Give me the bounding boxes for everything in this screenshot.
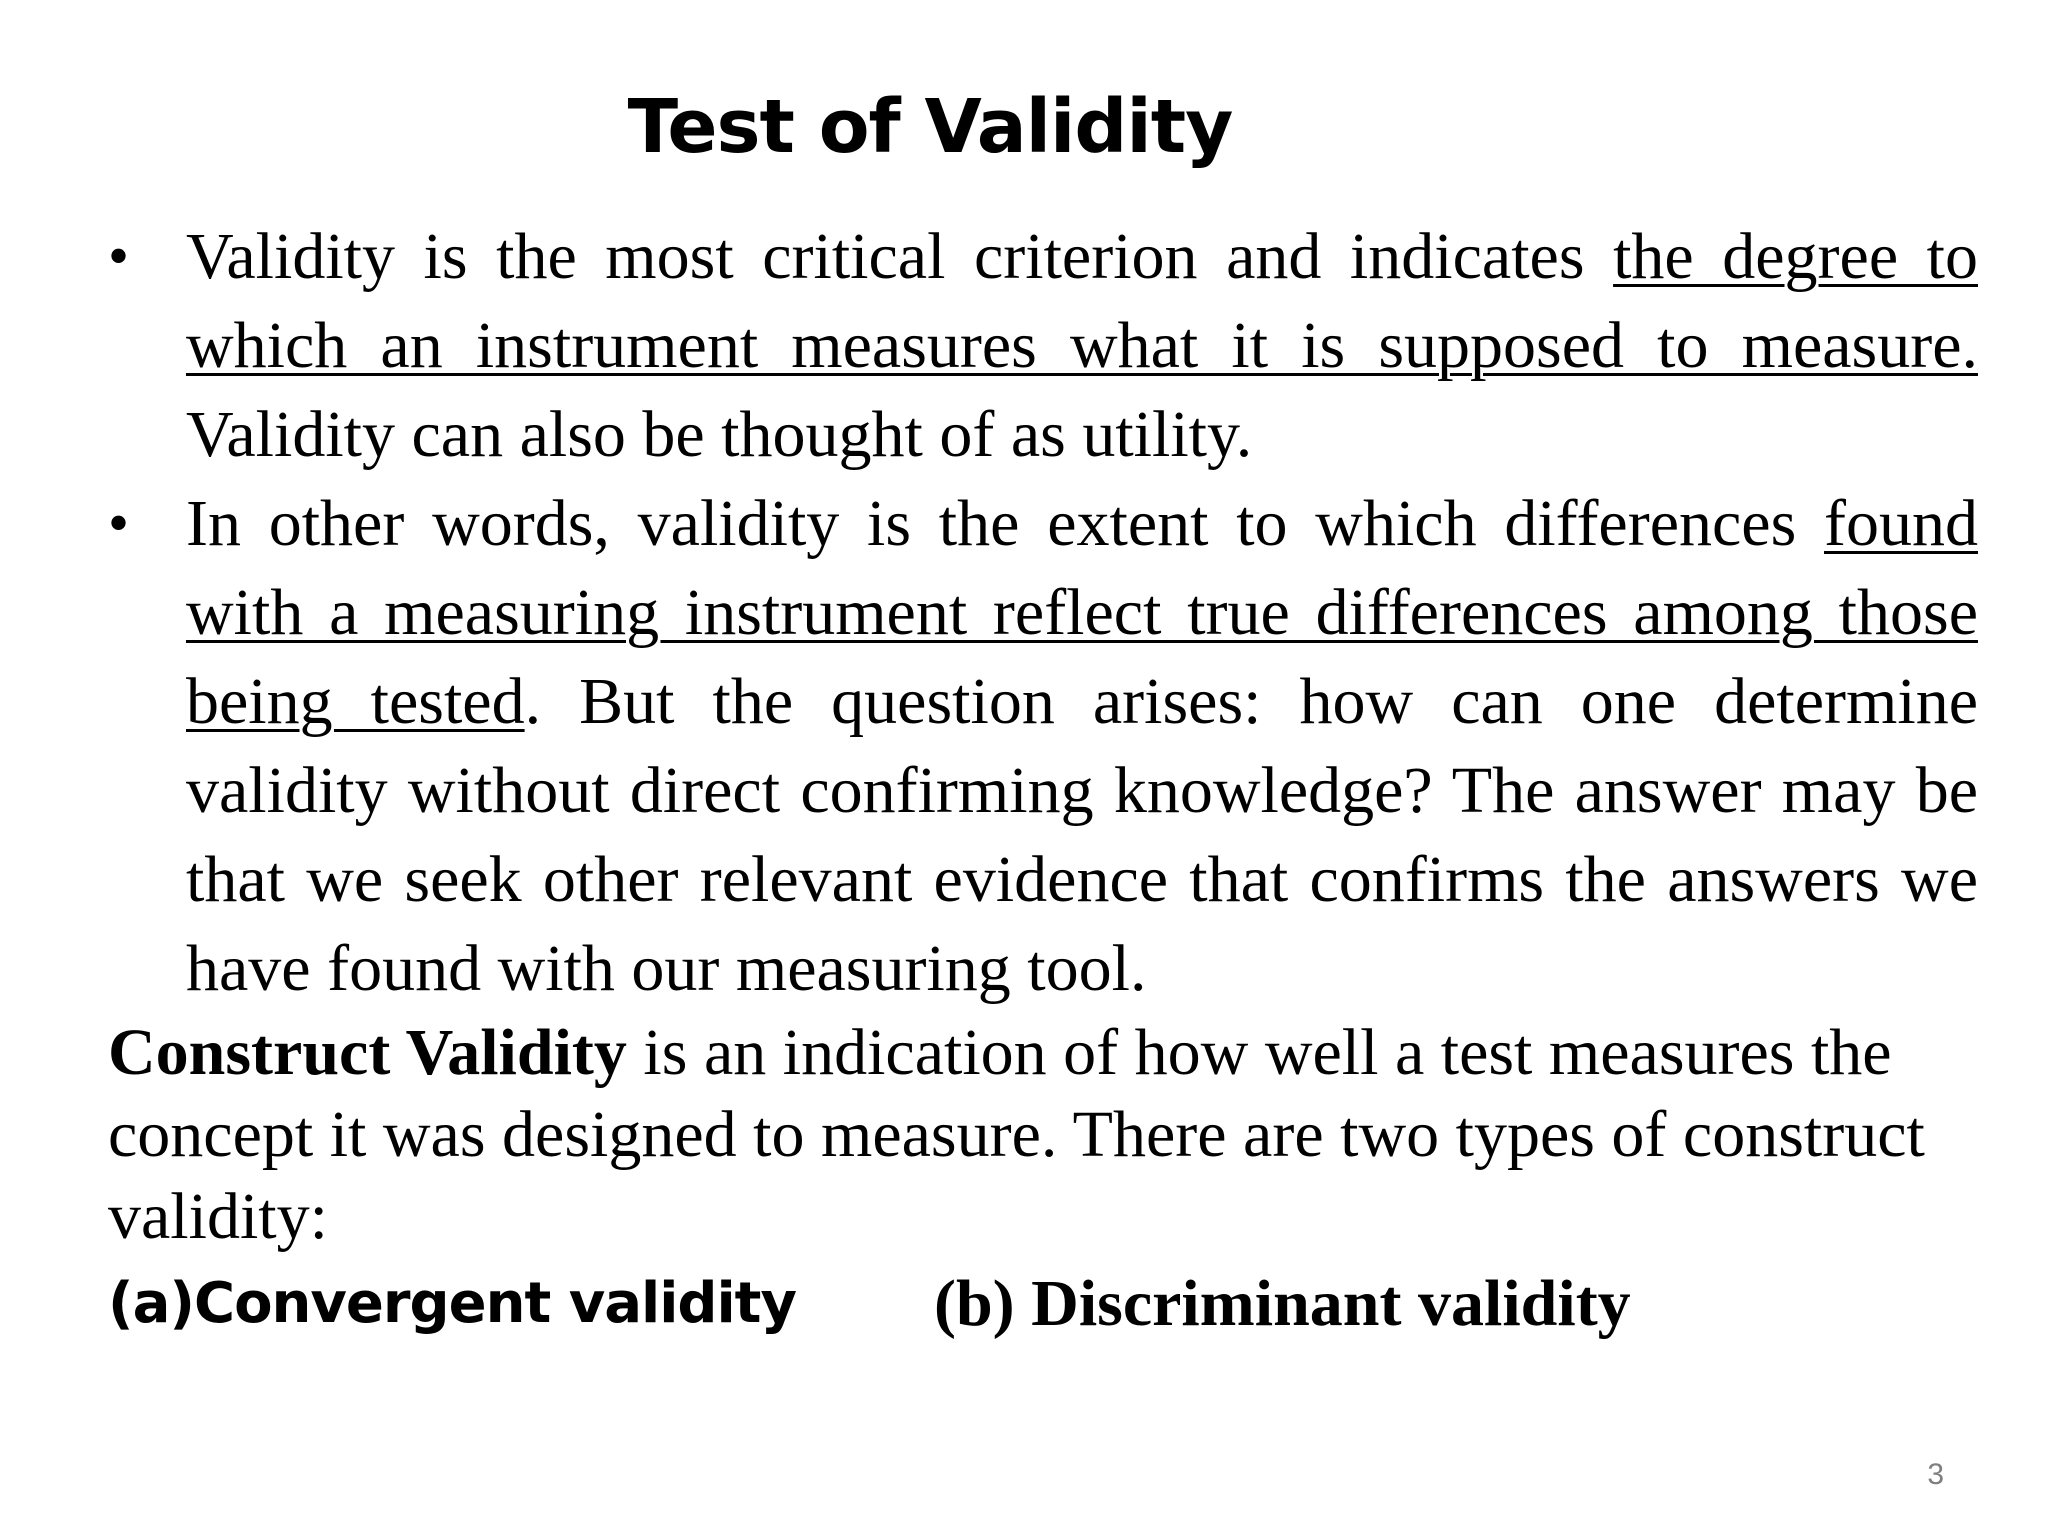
validity-types-row bbox=[108, 1262, 1908, 1352]
construct-validity-term: Construct Validity bbox=[108, 1016, 627, 1089]
type-convergent-validity: (a)Convergent validity bbox=[108, 1271, 796, 1336]
page-number: 3 bbox=[1927, 1458, 1944, 1491]
underlined-text: found with a measuring instrument reflect true differences among those being tested bbox=[186, 487, 1978, 738]
bullet-icon: • bbox=[108, 490, 130, 556]
bullet-icon: • bbox=[108, 223, 130, 289]
underlined-text: the degree to which an instrument measures what it is supposed to measure. bbox=[186, 220, 1978, 382]
construct-validity-definition: is an indication of how well a test measures the concept it was designed to measure. There are two types of construct validity: bbox=[108, 1016, 1925, 1253]
slide-title: Test of Validity bbox=[627, 84, 1233, 170]
bullet-item-other-words bbox=[108, 479, 1978, 1013]
bullet-text: Validity can also be thought of as utility. bbox=[186, 398, 1253, 471]
bullet-text: Validity is the most critical criterion and indicates bbox=[186, 220, 1614, 293]
construct-validity-paragraph bbox=[108, 1012, 1988, 1258]
bullet-text: In other words, validity is the extent to which differences bbox=[186, 487, 1825, 560]
bullet-text: . But the question arises: how can one determine validity without direct confirming knowledge? The answer may be that we seek other relevant evidence that confirms the answers we have found with our measuring tool. bbox=[186, 665, 1978, 1005]
bullet-list bbox=[108, 212, 1978, 1013]
type-discriminant-validity: (b) Discriminant validity bbox=[934, 1267, 1631, 1340]
bullet-item-definition bbox=[108, 212, 1978, 479]
